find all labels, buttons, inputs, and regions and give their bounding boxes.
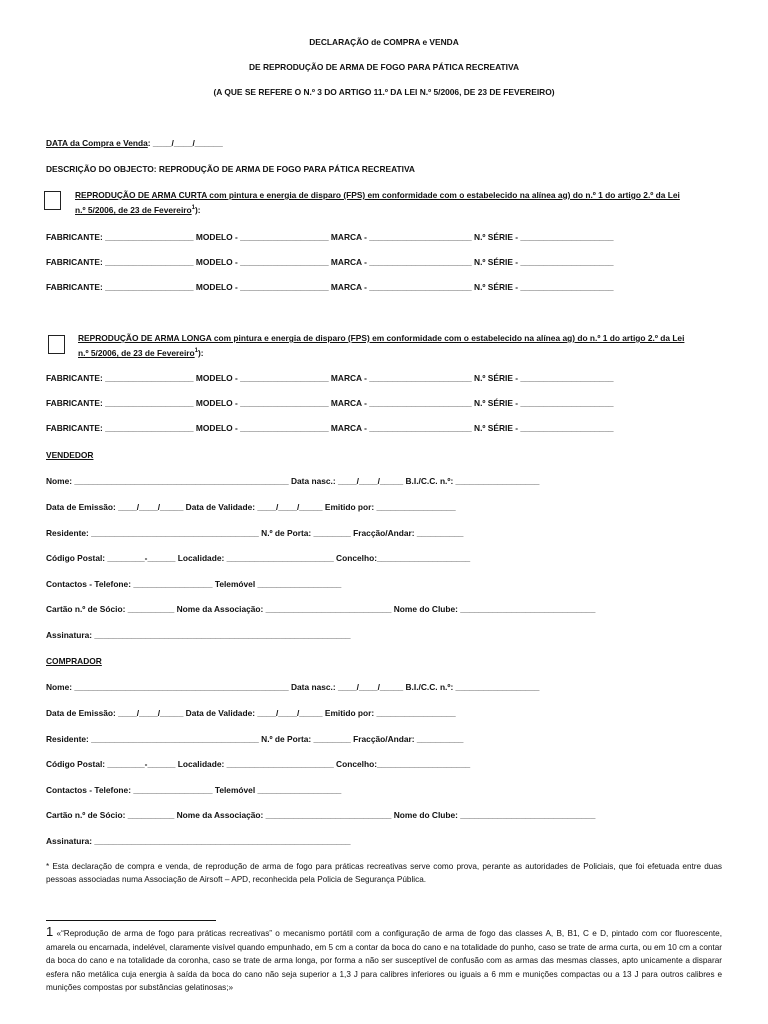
- footnote-number: 1: [46, 924, 54, 939]
- buyer-heading: COMPRADOR: [46, 656, 102, 666]
- seller-postal-line[interactable]: Código Postal: ________-______ Localidade: _______________________ Concelho:____________________: [46, 553, 471, 563]
- short-weapon-row[interactable]: FABRICANTE: ___________________ MODELO - ___________________ MARCA - ______________________ N.º SÉRIE - ____________________: [46, 282, 614, 292]
- long-weapon-footnote-ref: 1: [194, 348, 198, 354]
- seller-contacts-line[interactable]: Contactos - Telefone: _________________ Telemóvel __________________: [46, 579, 342, 589]
- short-weapon-heading-text: REPRODUÇÃO DE ARMA CURTA com pintura e energia de disparo (FPS) em conformidade com o estabelecido na alínea ag) do n.º 1 do artigo 2.º da Lei: [75, 190, 680, 200]
- long-weapon-checkbox[interactable]: [48, 335, 65, 354]
- buyer-postal-line[interactable]: Código Postal: ________-______ Localidade: _______________________ Concelho:____________________: [46, 759, 471, 769]
- footnote-text: «“Reprodução de arma de fogo para práticas recreativas” o mecanismo portátil com a configuração de arma de fogo das classes A, B, B1, C e D, pintado com cor fluorescente, amarela ou encarnada, indelével, claramente visível quando empunhado, em 5 cm a contar da boca do cano e na totalidade do punho, caso se trate de arma curta, ou em 10 cm a contar da boca do cano e na totalidade da coronha, caso se trate de arma longa, por forma a não ser susceptível de confusão com as armas das mesmas classes, apto unicamente a disparar esfera não metálica cuja energia à saída da boca do cano não seja superior a 1,3 J para calibres inferiores ou iguais a 6 mm e munições compactas ou a 13 J para outros calibres e munições compostas por substâncias gelatinosas;»: [46, 929, 722, 992]
- long-weapon-heading-end: ):: [198, 347, 204, 358]
- footnote: [46, 925, 722, 995]
- transaction-date-line[interactable]: [46, 138, 223, 148]
- transaction-date-field[interactable]: : ____/____/______: [147, 138, 223, 148]
- long-weapon-law-ref: n.º 5/2006, de 23 de Fevereiro: [78, 347, 195, 358]
- buyer-contacts-line[interactable]: Contactos - Telefone: _________________ Telemóvel __________________: [46, 785, 342, 795]
- long-weapon-heading: [78, 332, 723, 360]
- seller-heading: VENDEDOR: [46, 450, 94, 460]
- seller-name-line[interactable]: Nome: ______________________________________________ Data nasc.: ____/____/_____ B.I./C.C. n.º: __________________: [46, 476, 540, 486]
- seller-address-line[interactable]: Residente: ____________________________________ N.º de Porta: ________ Fracção/Andar: __________: [46, 528, 464, 538]
- declaration-note: * Esta declaração de compra e venda, de reprodução de arma de fogo para práticas recreativas serve como prova, perante as autoridades de Policiais, que foi efetuada entre duas pessoas associadas numa Associação de Airsoft – APD, reconhecida pela Policia de Segurança Pública.: [46, 862, 722, 884]
- long-weapon-row[interactable]: FABRICANTE: ___________________ MODELO - ___________________ MARCA - ______________________ N.º SÉRIE - ____________________: [46, 423, 614, 433]
- buyer-id-issue-line[interactable]: Data de Emissão: ____/____/_____ Data de Validade: ____/____/_____ Emitido por: _________________: [46, 708, 456, 718]
- footnote-divider: [46, 920, 216, 921]
- buyer-membership-line[interactable]: Cartão n.º de Sócio: __________ Nome da Associação: ___________________________ Nome do Clube: _____________________________: [46, 810, 596, 820]
- buyer-address-line[interactable]: Residente: ____________________________________ N.º de Porta: ________ Fracção/Andar: __________: [46, 734, 464, 744]
- short-weapon-heading: [75, 189, 723, 217]
- short-weapon-law-ref: n.º 5/2006, de 23 de Fevereiro: [75, 204, 192, 215]
- transaction-date-label: DATA da Compra e Venda: [46, 138, 148, 148]
- short-weapon-checkbox[interactable]: [44, 191, 61, 210]
- buyer-name-line[interactable]: Nome: ______________________________________________ Data nasc.: ____/____/_____ B.I./C.C. n.º: __________________: [46, 682, 540, 692]
- short-weapon-row[interactable]: FABRICANTE: ___________________ MODELO - ___________________ MARCA - ______________________ N.º SÉRIE - ____________________: [46, 257, 614, 267]
- object-description: DESCRIÇÃO DO OBJECTO: REPRODUÇÃO DE ARMA DE FOGO PARA PÁTICA RECREATIVA: [46, 164, 415, 174]
- document-subtitle: DE REPRODUÇÃO DE ARMA DE FOGO PARA PÁTICA RECREATIVA: [248, 62, 520, 72]
- short-weapon-footnote-ref: 1: [191, 205, 195, 211]
- long-weapon-heading-text: REPRODUÇÃO DE ARMA LONGA com pintura e energia de disparo (FPS) em conformidade com o estabelecido na alínea ag) do n.º 1 do artigo 2.º da Lei: [78, 333, 685, 343]
- long-weapon-row[interactable]: FABRICANTE: ___________________ MODELO - ___________________ MARCA - ______________________ N.º SÉRIE - ____________________: [46, 398, 614, 408]
- document-title: DECLARAÇÃO de COMPRA e VENDA: [309, 37, 459, 47]
- legal-reference: (A QUE SE REFERE O N.º 3 DO ARTIGO 11.º DA LEI N.º 5/2006, DE 23 DE FEVEREIRO): [213, 87, 555, 97]
- seller-id-issue-line[interactable]: Data de Emissão: ____/____/_____ Data de Validade: ____/____/_____ Emitido por: _________________: [46, 502, 456, 512]
- seller-membership-line[interactable]: Cartão n.º de Sócio: __________ Nome da Associação: ___________________________ Nome do Clube: _____________________________: [46, 604, 596, 614]
- short-weapon-row[interactable]: FABRICANTE: ___________________ MODELO - ___________________ MARCA - ______________________ N.º SÉRIE - ____________________: [46, 232, 614, 242]
- buyer-signature-line[interactable]: Assinatura: _______________________________________________________: [46, 836, 351, 846]
- long-weapon-row[interactable]: FABRICANTE: ___________________ MODELO - ___________________ MARCA - ______________________ N.º SÉRIE - ____________________: [46, 373, 614, 383]
- seller-signature-line[interactable]: Assinatura: _______________________________________________________: [46, 630, 351, 640]
- short-weapon-heading-end: ):: [195, 204, 201, 215]
